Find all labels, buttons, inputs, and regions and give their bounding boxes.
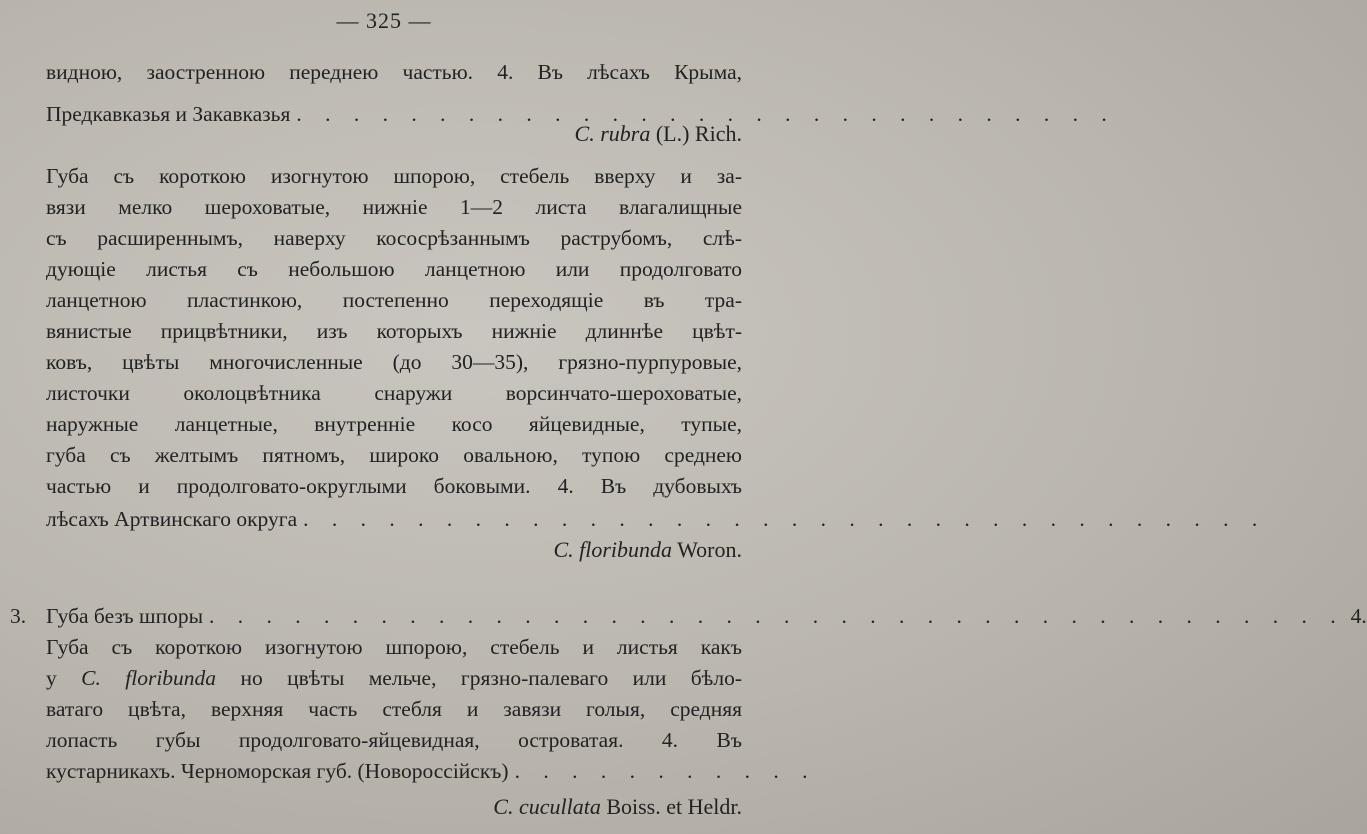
text-line-leader (46, 757, 817, 785)
key-heading: Губа безъ шпоры (46, 604, 204, 628)
text-line: ланцетною пластинкою, постепенно переходящіе въ тра- (46, 288, 742, 312)
text-line: дующіе листья съ небольшою ланцетною или продолговато (46, 257, 742, 281)
text-line: Губа съ короткою изогнутою шпорою, стебель вверху и за- (46, 164, 742, 188)
text-line-with-italic (46, 664, 742, 692)
dot-leader: . . . . . . . . . . . (514, 759, 817, 783)
text-line-text: кустарникахъ. Черноморская губ. (Новороссійскъ) (46, 759, 509, 783)
dot-leader: . . . . . . . . . . . . . . . . . . . . . . . . . . . . . . . . . . (303, 507, 1267, 531)
species-author: Woron. (677, 537, 742, 562)
text-line: Губа съ короткою изогнутою шпорою, стебель и листья какъ (46, 635, 742, 659)
species-line (46, 793, 742, 821)
key-heading-line (46, 602, 1367, 630)
text-line: наружные ланцетные, внутренніе косо яйцевидные, тупые, (46, 412, 742, 436)
text-line-text: но цвѣты мельче, грязно-палеваго или бѣло- (240, 666, 742, 690)
text-line: вянистые прицвѣтники, изъ которыхъ нижніе длиннѣе цвѣт- (46, 319, 742, 343)
species-author: Boiss. et Heldr. (606, 794, 742, 819)
text-line: съ расширеннымъ, наверху кососрѣзаннымъ раструбомъ, слѣ- (46, 226, 742, 250)
text-line: листочки околоцвѣтника снаружи ворсинчато-шероховатые, (46, 381, 742, 405)
text-line: частью и продолговато-округлыми боковыми. 4. Въ дубовыхъ (46, 474, 742, 498)
text-line: видною, заостренною переднею частью. 4. Въ лѣсахъ Крыма, (46, 60, 742, 84)
text-line-leader (46, 505, 1267, 533)
text-line: вязи мелко шероховатые, нижніе 1—2 листа влагалищные (46, 195, 742, 219)
text-line: ватаго цвѣта, верхняя часть стебля и завязи голыя, средняя (46, 697, 742, 721)
species-line (46, 120, 742, 148)
text-line-text: лѣсахъ Артвинскаго округа (46, 507, 298, 531)
text-prefix: у (46, 666, 57, 690)
species-name: C. rubra (574, 121, 651, 146)
text-line: лопасть губы продолговато-яйцевидная, островатая. 4. Въ (46, 728, 742, 752)
species-line (46, 536, 742, 564)
species-name: C. cucullata (493, 794, 601, 819)
species-reference: C. floribunda (81, 666, 241, 690)
key-reference: 4. (1350, 604, 1367, 628)
species-author: (L.) Rich. (655, 121, 742, 146)
text-line: губа съ желтымъ пятномъ, широко овальною, тупою среднею (46, 443, 742, 467)
dot-leader: . . . . . . . . . . . . . . . . . . . . . . . . . . . . . . . . . . . . . . . . (209, 604, 1345, 628)
text-line-text: Предкавказья и Закавказья (46, 102, 291, 126)
page-number: — 325 — (336, 8, 432, 33)
dot-leader: . . . . . . . . . . . . . . . . . . . . . . . . . . . . . (296, 102, 1116, 126)
key-number: 3. (10, 604, 27, 628)
species-name: C. floribunda (553, 537, 673, 562)
text-line: ковъ, цвѣты многочисленные (до 30—35), грязно-пурпуровые, (46, 350, 742, 374)
